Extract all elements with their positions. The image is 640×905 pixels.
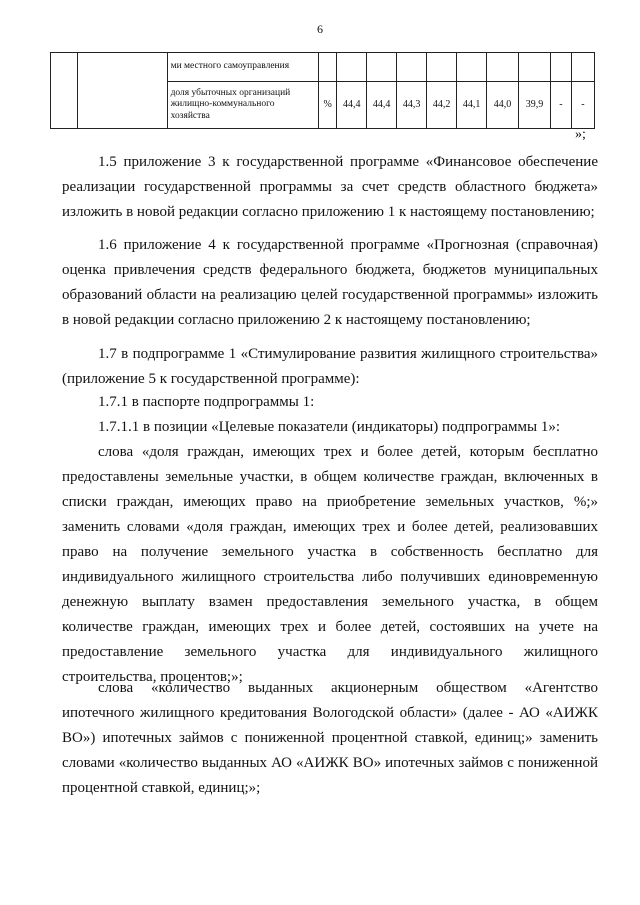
paragraph-1-6: 1.6 приложение 4 к государственной программе «Прогнозная (справочная) оценка привлечения средств федерального бюджета, бюджетов муниципальных образований области на реализацию целей государственной программы» изложить в новой редакции согласно приложению 2 к настоящему постановлению; bbox=[62, 237, 598, 328]
paragraph-1-5: 1.5 приложение 3 к государственной программе «Финансовое обеспечение реализации государственной программы за счет средств областного бюджета» изложить в новой редакции согласно приложению 1 к настоящему постановлению; bbox=[62, 154, 598, 220]
page-number: 6 bbox=[317, 22, 323, 36]
closing-mark: »; bbox=[575, 127, 586, 142]
paragraph-1-7-1-1: 1.7.1.1 в позиции «Целевые показатели (индикаторы) подпрограммы 1»: bbox=[98, 419, 561, 435]
value-cell: - bbox=[571, 82, 594, 129]
table-cell bbox=[427, 53, 457, 82]
value-cell: 44,4 bbox=[367, 82, 397, 129]
unit-cell: % bbox=[319, 82, 337, 129]
table-cell bbox=[551, 53, 572, 82]
value-cell: - bbox=[551, 82, 572, 129]
paragraph-1-7: 1.7 в подпрограмме 1 «Стимулирование развития жилищного строительства» (приложение 5 к государственной программе): bbox=[62, 346, 598, 387]
table-cell bbox=[487, 53, 519, 82]
table-cell bbox=[571, 53, 594, 82]
paragraph-1-7-1: 1.7.1 в паспорте подпрограммы 1: bbox=[98, 394, 315, 410]
table-cell bbox=[367, 53, 397, 82]
value-cell: 39,9 bbox=[519, 82, 551, 129]
table-cell bbox=[337, 53, 367, 82]
table-cell bbox=[397, 53, 427, 82]
table-cell bbox=[77, 53, 167, 129]
table-row bbox=[51, 53, 595, 82]
paragraph-replace-1: слова «доля граждан, имеющих трех и более детей, которым бесплатно предоставлены земельные участки, в общем количестве граждан, включенных в списки граждан, имеющих право на приобретение земельных участков, %;» заменить словами «доля граждан, имеющих трех и более детей, реализовавших право на получение земельного участка в собственность бесплатно для индивидуального жилищного строительства либо получивших единовременную денежную выплату взамен предоставления земельного участка, в общем количестве граждан, имеющих трех и более детей, состоявших на учете на предоставление земельного участка для индивидуального жилищного строительства, процентов;»; bbox=[62, 444, 598, 685]
row-label: ми местного самоуправления bbox=[167, 53, 319, 82]
table-cell bbox=[51, 53, 78, 129]
table-cell bbox=[519, 53, 551, 82]
row-label: доля убыточных организаций жилищно-коммунального хозяйства bbox=[167, 82, 319, 129]
indicators-table bbox=[50, 52, 595, 129]
value-cell: 44,1 bbox=[457, 82, 487, 129]
table-cell bbox=[457, 53, 487, 82]
value-cell: 44,2 bbox=[427, 82, 457, 129]
value-cell: 44,3 bbox=[397, 82, 427, 129]
value-cell: 44,4 bbox=[337, 82, 367, 129]
table-cell bbox=[319, 53, 337, 82]
value-cell: 44,0 bbox=[487, 82, 519, 129]
paragraph-replace-2: слова «количество выданных акционерным обществом «Агентство ипотечного жилищного кредитования Вологодской области» (далее - АО «АИЖК ВО») ипотечных займов с пониженной процентной ставкой, единиц;» заменить словами «количество выданных АО «АИЖК ВО» ипотечных займов с пониженной процентной ставкой, единиц;»; bbox=[62, 680, 598, 796]
